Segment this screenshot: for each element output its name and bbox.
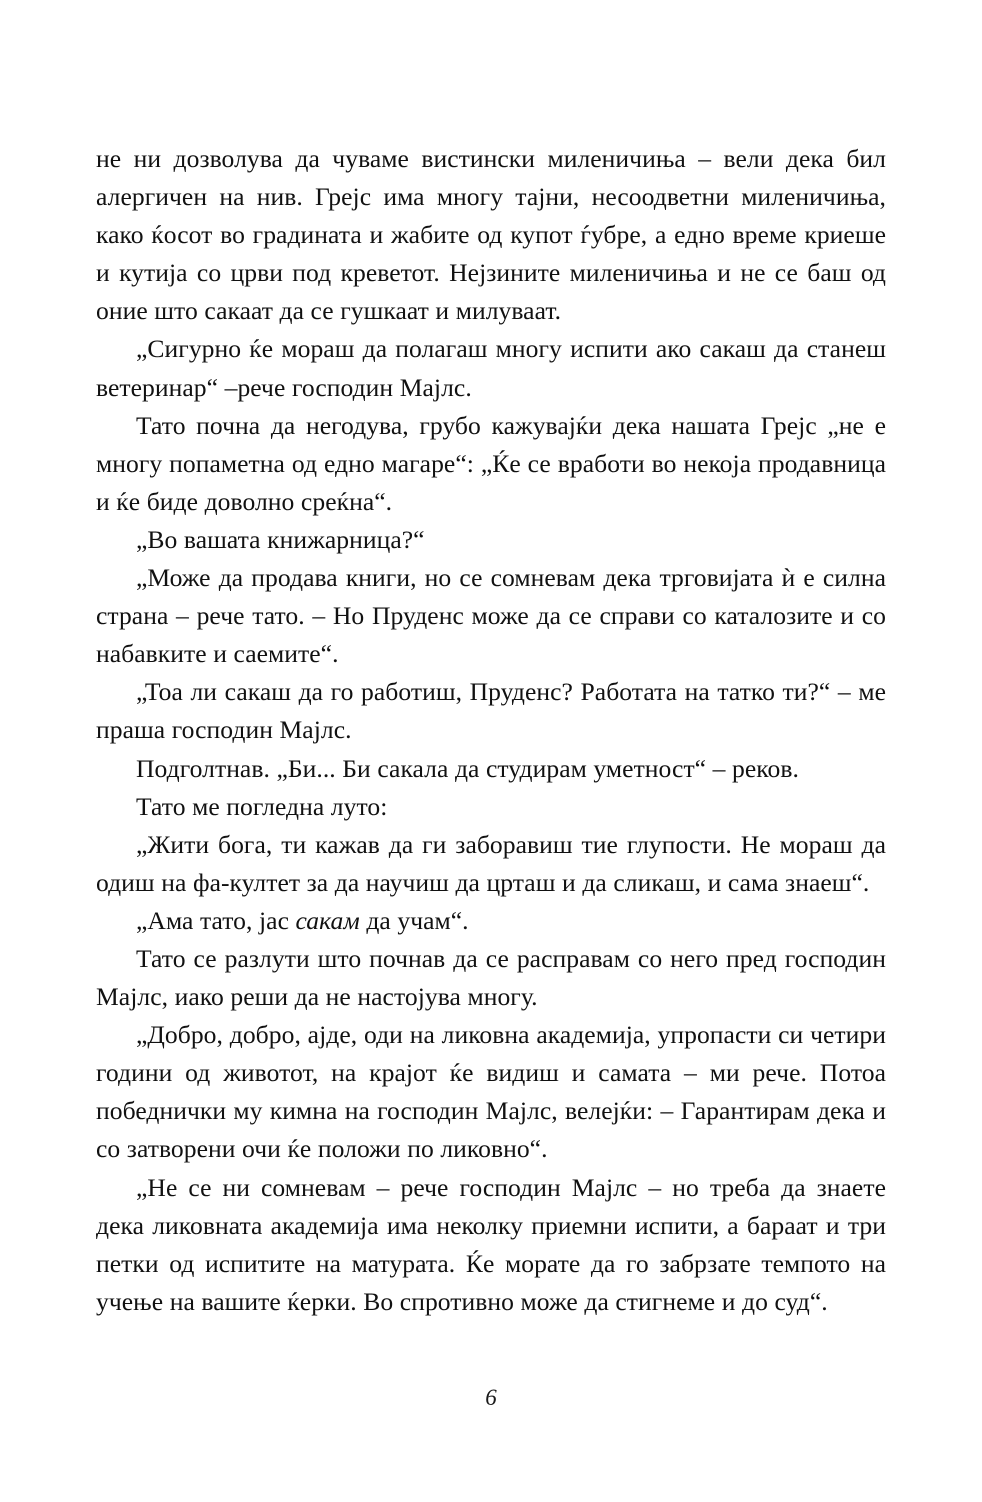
paragraph-7: Подголтнав. „Би... Би сакала да студирам уметност“ – реков. (136, 753, 799, 783)
paragraph-10-text-after: да учам“. (359, 905, 469, 935)
paragraph-8: Тато ме погледна луто: (136, 791, 388, 821)
emphasis-sakam: сакам (295, 905, 360, 935)
paragraph-1: не ни дозволува да чуваме вистински миленичиња – вели дека бил алергичен на нив. Грејс има многу тајни, несоодветни миленичиња, како ќосот во градината и жабите од купот ѓубре, а едно време криеше и кутија со црви под креветот. Нејзините миленичиња и не се баш од оние што сакаат да се гушкаат и милуваат. (96, 144, 886, 326)
paragraph-5: „Може да продава книги, но се сомневам дека трговијата ѝ е силна страна – рече тато. – Но Пруденс може да се справи со каталозите и со набавките и саемите“. (96, 563, 886, 669)
paragraph-10-text-before: „Ама тато, јас (136, 905, 296, 935)
paragraph-11: Тато се разлути што почнав да се расправам со него пред господин Мајлс, иако реши да не настојува многу. (96, 943, 886, 1012)
page-text-block (96, 140, 886, 1321)
page-number: 6 (485, 1385, 497, 1410)
paragraph-3: Тато почна да негодува, грубо кажувајќи дека нашата Грејс „не е многу попаметна од едно магаре“: „Ќе се вработи во некоја продавница и ќе биде доволно среќна“. (96, 410, 886, 516)
paragraph-9: „Жити бога, ти кажав да ги заборавиш тие глупости. Не мораш да одиш на фа-култет за да научиш да црташ и да сликаш, и сама знаеш“. (96, 829, 886, 897)
paragraph-12: „Добро, добро, ајде, оди на ликовна академија, упропасти си четири години од животот, на крајот ќе видиш и самата – ми рече. Потоа победнички му кимна на господин Мајлс, велејќи: – Гарантирам дека и со затворени очи ќе положи по ликовно“. (96, 1020, 886, 1164)
paragraph-2: „Сигурно ќе мораш да полагаш многу испити ако сакаш да станеш ветеринар“ –рече господин Мајлс. (96, 334, 886, 402)
paragraph-10 (96, 902, 886, 940)
paragraph-13: „Не се ни сомневам – рече господин Мајлс – но треба да знаете дека ликовната академија има неколку приемни испити, а бараат и три петки од испитите на матурата. Ќе морате да го забрзате темпото на учење на вашите ќерки. Во спротивно може да стигнеме и до суд“. (96, 1172, 886, 1316)
paragraph-4: „Во вашата книжарница?“ (136, 524, 425, 554)
paragraph-6: „Тоа ли сакаш да го работиш, Пруденс? Работата на татко ти?“ – ме праша господин Мајлс. (96, 677, 886, 745)
